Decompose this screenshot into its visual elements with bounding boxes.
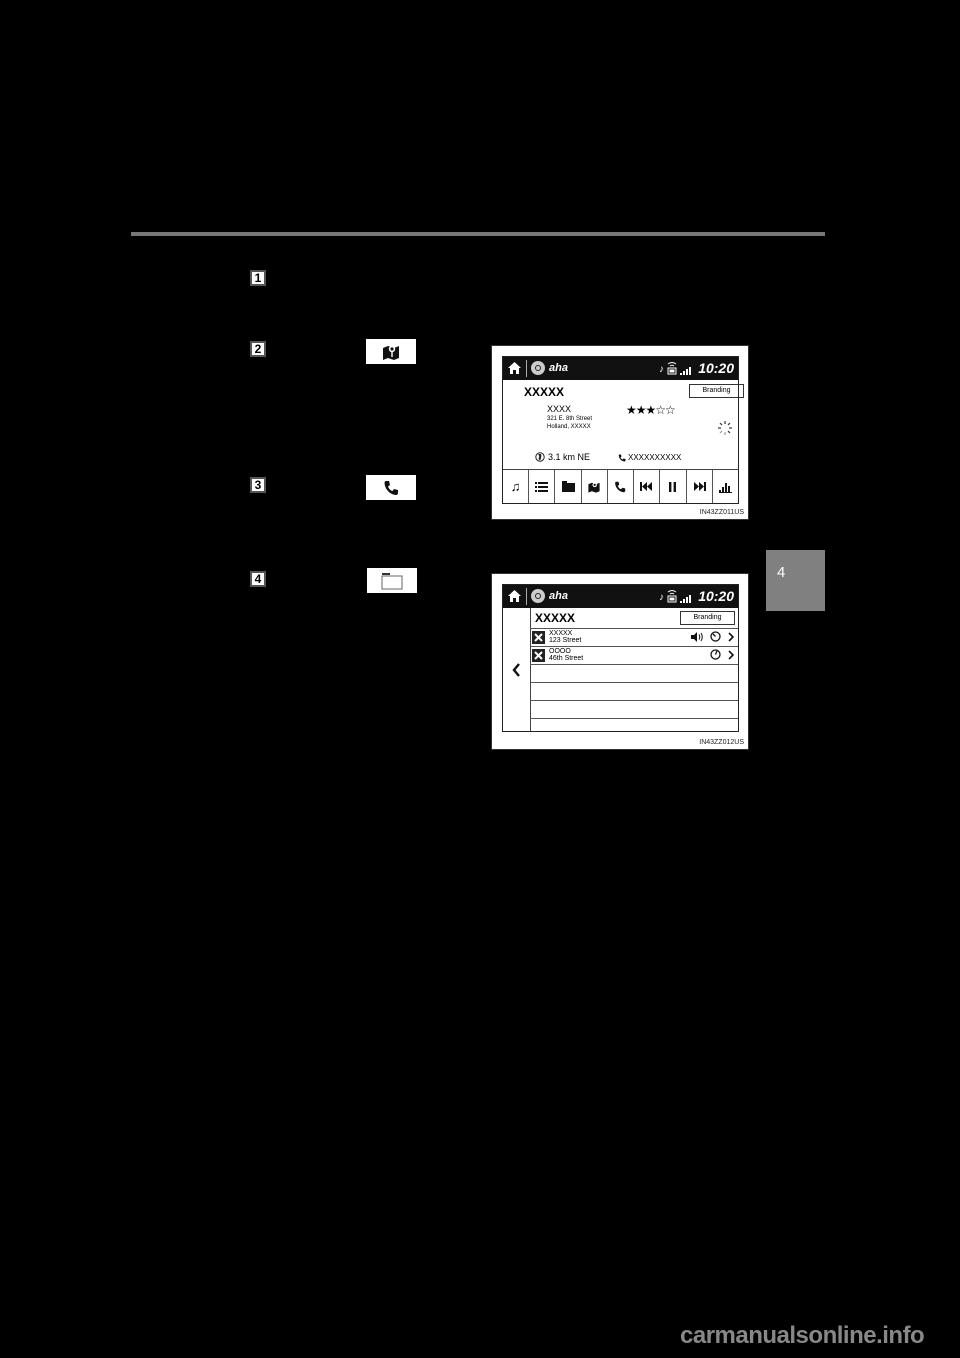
previous-track-icon	[640, 482, 653, 491]
music-icon: ♫	[510, 479, 521, 494]
phone-button[interactable]	[608, 470, 634, 503]
list-item-empty	[530, 665, 738, 683]
status-icons	[659, 361, 692, 375]
map-pin-icon	[587, 481, 601, 493]
timer-icon	[710, 649, 721, 660]
branding-button[interactable]: Branding	[680, 611, 735, 625]
step-1-marker: 1	[250, 270, 266, 286]
figure-aha-list-screen	[491, 573, 749, 750]
aha-poi-screen	[502, 356, 739, 504]
chevron-right-icon[interactable]	[728, 650, 734, 660]
distance-text: 3.1 km NE	[548, 452, 591, 462]
station-title: XXXXX	[524, 385, 565, 399]
app-name: aha	[549, 590, 568, 602]
control-bar	[503, 469, 738, 503]
folder-icon	[562, 481, 575, 492]
status-icons	[659, 589, 692, 603]
next-track-button[interactable]	[687, 470, 713, 503]
phone-icon	[614, 481, 626, 493]
step-2-marker: 2	[250, 341, 266, 357]
clock: 10:20	[698, 588, 734, 604]
row-title: OOOO	[549, 648, 571, 655]
row-subtitle: 123 Street	[549, 637, 582, 644]
status-bar	[503, 585, 738, 608]
aha-list-screen	[502, 584, 739, 732]
list-button[interactable]	[529, 470, 555, 503]
clock: 10:20	[698, 360, 734, 376]
poi-phone[interactable]	[618, 453, 681, 462]
status-bar	[503, 357, 738, 380]
list-item-empty	[530, 683, 738, 701]
step-3-marker: 3	[250, 477, 266, 493]
music-note-icon: ♪	[659, 592, 664, 603]
separator	[526, 588, 527, 605]
section-tab[interactable]	[766, 550, 825, 611]
header-rule	[131, 232, 825, 236]
list-item[interactable]	[530, 647, 738, 665]
chevron-left-icon	[512, 663, 521, 677]
home-icon[interactable]	[507, 589, 522, 603]
pause-button[interactable]	[660, 470, 686, 503]
poi-address-line1: 321 E. 8th Street	[547, 416, 593, 422]
back-button[interactable]	[503, 608, 531, 731]
previous-track-button[interactable]	[634, 470, 660, 503]
figure-label: IN43ZZ012US	[699, 739, 744, 746]
list-item-empty	[530, 701, 738, 719]
figure-aha-poi-screen	[491, 345, 749, 520]
equalizer-icon	[719, 481, 732, 493]
signal-bars-icon	[680, 595, 692, 603]
map-pin-icon	[366, 339, 416, 364]
row-icons	[710, 649, 734, 660]
phone-number-text: XXXXXXXXXX	[628, 453, 682, 462]
step-4-marker: 4	[250, 571, 266, 587]
branding-button[interactable]: Branding	[689, 384, 744, 398]
pause-icon	[669, 482, 676, 492]
timer-icon	[710, 631, 721, 642]
equalizer-button[interactable]	[713, 470, 738, 503]
figure-label: IN43ZZ011US	[699, 509, 744, 516]
next-track-icon	[693, 482, 706, 491]
music-button[interactable]	[503, 470, 529, 503]
wifi-phone-icon	[667, 589, 677, 603]
row-title: XXXXX	[549, 630, 573, 637]
chevron-right-icon[interactable]	[728, 632, 734, 642]
row-icons	[691, 631, 734, 642]
list-item[interactable]	[530, 629, 738, 647]
poi-address-line2: Holland, XXXXX	[547, 424, 591, 430]
watermark[interactable]: carmanualsonline.info	[680, 1322, 925, 1349]
list-header	[530, 608, 738, 629]
row-subtitle: 46th Street	[549, 655, 584, 662]
station-title: XXXXX	[535, 611, 576, 625]
home-icon[interactable]	[507, 361, 522, 375]
list-icon	[535, 482, 548, 492]
loading-spinner-icon	[717, 420, 733, 436]
rating-stars: ★★★☆☆	[626, 403, 675, 417]
globe-icon	[535, 452, 545, 462]
folder-icon	[367, 568, 417, 593]
station-list	[530, 608, 738, 731]
map-button[interactable]	[582, 470, 608, 503]
separator	[526, 360, 527, 377]
phone-icon	[618, 454, 626, 462]
phone-icon	[366, 475, 416, 500]
wifi-phone-icon	[667, 361, 677, 375]
poi-name: XXXX	[547, 404, 572, 414]
distance	[535, 452, 590, 462]
speaker-icon	[691, 632, 703, 642]
section-tab-number: 4	[777, 564, 786, 581]
aha-logo-icon	[531, 361, 545, 375]
app-name: aha	[549, 362, 568, 374]
close-icon[interactable]	[532, 649, 545, 662]
close-icon[interactable]	[532, 631, 545, 644]
signal-bars-icon	[680, 367, 692, 375]
music-note-icon: ♪	[659, 364, 664, 375]
folder-button[interactable]	[555, 470, 581, 503]
aha-logo-icon	[531, 589, 545, 603]
